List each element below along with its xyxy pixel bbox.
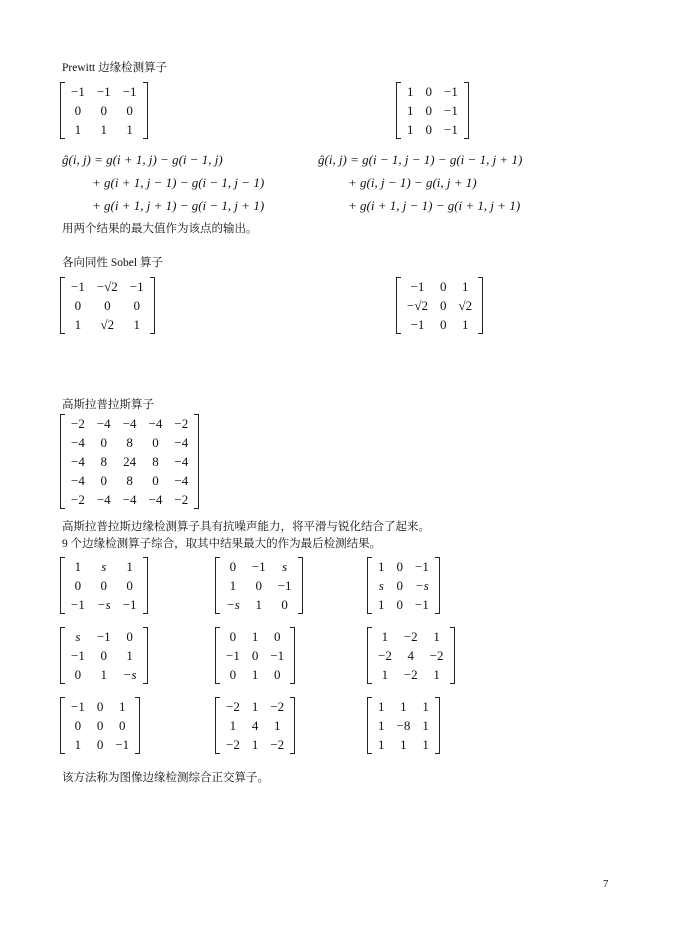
conclusion: 该方法称为图像边缘检测综合正交算子。 [62,772,269,784]
matrix-cell: −1 [71,84,85,99]
matrix-cell: −2 [403,629,418,644]
matrix-cell: 0 [119,718,126,733]
matrix-row [401,120,464,139]
matrix-grid [372,697,435,754]
matrix-cell: −8 [396,718,411,733]
log-note-2: 9 个边缘检测算子综合，取其中结果最大的作为最后检测结果。 [62,538,382,550]
equation-line: + g(i, j − 1) − g(i, j + 1) [348,175,477,190]
matrix-cell: 1 [407,84,414,99]
matrix-grid [65,697,135,754]
matrix-cell: −4 [148,416,163,431]
matrix-cell: −s [96,597,111,612]
equation-line: + g(i + 1, j − 1) − g(i − 1, j − 1) [92,175,265,190]
equation-line: ĝ(i, j) = g(i − 1, j − 1) − g(i − 1, j + 1) [318,152,523,167]
log-title: 高斯拉普拉斯算子 [62,399,154,411]
matrix-cell: 0 [100,648,108,663]
matrix-cell: −1 [277,578,292,593]
matrix-cell: 0 [74,718,82,733]
matrix-row [401,296,478,315]
matrix-cell: −2 [174,416,189,431]
matrix-grid [65,82,143,139]
matrix-row [220,716,290,735]
matrix-cell: 1 [400,737,407,752]
matrix-row [65,627,143,646]
operator-matrix-7 [60,697,140,754]
operator-matrix-4 [60,627,148,684]
matrix-cell: −1 [71,279,85,294]
matrix-cell: 0 [74,103,82,118]
matrix-cell: 0 [396,597,403,612]
matrix-cell: 1 [133,317,140,332]
matrix-cell: 1 [251,667,259,682]
matrix-cell: 1 [126,559,133,574]
matrix-grid [65,627,143,684]
matrix-row [372,665,450,684]
matrix-cell: 0 [274,629,281,644]
matrix-cell: 1 [74,559,82,574]
matrix-row [65,490,194,509]
matrix-cell: −2 [378,648,392,663]
matrix-cell: 1 [462,317,469,332]
sobel-matrix-1 [60,277,155,334]
matrix-cell: −1 [226,648,240,663]
page-number: 7 [603,878,609,890]
matrix-cell: 0 [96,718,104,733]
matrix-cell: 8 [126,473,133,488]
matrix-cell: 1 [74,317,82,332]
matrix-cell: −2 [71,492,85,507]
matrix-cell: 0 [100,473,108,488]
matrix-cell: −4 [122,416,137,431]
right-bracket [435,697,440,754]
matrix-row [401,101,464,120]
matrix-row [372,595,435,614]
matrix-cell: s [101,559,107,574]
matrix-cell: −1 [415,597,429,612]
matrix-cell: −2 [226,737,240,752]
matrix-grid [220,627,290,684]
matrix-row [65,82,143,101]
matrix-cell: −4 [71,435,85,450]
matrix-cell: −4 [96,416,111,431]
matrix-cell: 1 [255,597,263,612]
equation-line: + g(i + 1, j − 1) − g(i + 1, j + 1) [348,198,521,213]
matrix-cell: −4 [96,492,111,507]
matrix-row [65,414,194,433]
matrix-cell: 1 [251,629,259,644]
matrix-cell: 0 [439,317,447,332]
matrix-row [372,627,450,646]
matrix-row [372,557,435,576]
matrix-cell: −4 [122,492,137,507]
matrix-row [65,716,135,735]
matrix-cell: 0 [126,629,133,644]
matrix-cell: 1 [422,718,429,733]
operator-matrix-9 [367,697,440,754]
matrix-row [372,576,435,595]
matrix-cell: −1 [71,699,85,714]
matrix-cell: s [75,629,81,644]
right-bracket [135,697,140,754]
matrix-grid [65,557,143,614]
right-bracket [450,627,455,684]
matrix-cell: 0 [425,103,432,118]
matrix-cell: −s [415,578,429,593]
matrix-row [401,277,478,296]
equation-line: ĝ(i, j) = g(i + 1, j) − g(i − 1, j) [62,152,223,167]
matrix-cell: −1 [96,629,111,644]
operator-matrix-6 [367,627,455,684]
matrix-cell: −2 [71,416,85,431]
matrix-cell: 1 [381,629,389,644]
right-bracket [150,277,155,334]
right-bracket [298,557,303,614]
matrix-row [65,296,150,315]
matrix-cell: √2 [458,298,473,313]
log-note-1: 高斯拉普拉斯边缘检测算子具有抗噪声能力，将平滑与锐化结合了起来。 [62,521,430,533]
matrix-cell: −√2 [407,298,428,313]
matrix-cell: 0 [96,737,104,752]
matrix-cell: 8 [126,435,133,450]
matrix-cell: −1 [71,648,85,663]
matrix-cell: 1 [229,718,237,733]
matrix-cell: 1 [400,699,407,714]
matrix-cell: 1 [378,597,385,612]
matrix-cell: 0 [126,103,133,118]
matrix-row [65,452,194,471]
matrix-grid [220,697,290,754]
matrix-grid [401,82,464,139]
matrix-row [372,735,435,754]
matrix-cell: 1 [126,122,133,137]
matrix-cell: −2 [226,699,240,714]
matrix-cell: −4 [71,454,85,469]
matrix-cell: −s [226,597,240,612]
matrix-cell: 0 [281,597,288,612]
matrix-row [372,716,435,735]
right-bracket [290,697,295,754]
matrix-cell: −1 [444,84,458,99]
matrix-row [65,433,194,452]
matrix-row [220,646,290,665]
matrix-grid [65,277,150,334]
matrix-cell: 4 [251,718,259,733]
matrix-cell: 0 [100,578,108,593]
matrix-cell: 8 [152,454,159,469]
matrix-cell: −4 [71,473,85,488]
matrix-cell: −2 [174,492,189,507]
matrix-row [220,735,290,754]
matrix-cell: 1 [433,667,440,682]
matrix-cell: 0 [396,578,403,593]
matrix-cell: −4 [174,435,189,450]
matrix-cell: 1 [229,578,237,593]
right-bracket [194,414,199,509]
matrix-cell: 1 [100,667,108,682]
matrix-cell: 1 [378,737,385,752]
matrix-cell: −1 [115,737,130,752]
matrix-cell: −1 [129,279,144,294]
matrix-row [65,595,143,614]
matrix-cell: −1 [415,559,429,574]
operator-matrix-8 [215,697,295,754]
matrix-row [65,101,143,120]
matrix-cell: −4 [174,473,189,488]
matrix-cell: 0 [74,578,82,593]
matrix-cell: −2 [270,737,285,752]
matrix-row [65,735,135,754]
matrix-row [220,557,298,576]
matrix-cell: −1 [410,317,425,332]
sobel-title: 各向同性 Sobel 算子 [62,257,163,269]
matrix-cell: 1 [462,279,469,294]
prewitt-matrix-vertical [396,82,469,139]
matrix-cell: √2 [100,317,115,332]
matrix-cell: 1 [274,718,281,733]
matrix-cell: 24 [123,454,137,469]
matrix-row [65,471,194,490]
matrix-cell: −1 [410,279,425,294]
matrix-cell: 1 [381,667,389,682]
prewitt-note: 用两个结果的最大值作为该点的输出。 [62,223,258,235]
matrix-row [220,665,290,684]
matrix-row [372,697,435,716]
matrix-cell: 1 [407,103,414,118]
matrix-row [372,646,450,665]
matrix-cell: 1 [100,122,108,137]
log-matrix [60,414,199,509]
matrix-cell: 0 [74,298,82,313]
matrix-cell: 1 [74,737,82,752]
operator-matrix-3 [367,557,440,614]
matrix-cell: −1 [122,597,137,612]
matrix-row [65,665,143,684]
matrix-row [401,315,478,334]
matrix-cell: −4 [148,492,163,507]
matrix-cell: 4 [407,648,415,663]
matrix-cell: 1 [422,737,429,752]
matrix-row [65,697,135,716]
prewitt-equation-1 [62,148,264,217]
matrix-cell: 0 [96,699,104,714]
matrix-cell: 8 [100,454,108,469]
matrix-cell: 0 [274,667,281,682]
matrix-cell: −s [122,667,137,682]
matrix-cell: 0 [251,648,259,663]
matrix-row [220,576,298,595]
matrix-cell: 0 [152,435,159,450]
matrix-cell: 0 [152,473,159,488]
right-bracket [478,277,483,334]
matrix-cell: −1 [251,559,266,574]
matrix-cell: s [378,578,384,593]
matrix-cell: 1 [251,699,259,714]
matrix-cell: 1 [74,122,82,137]
matrix-cell: −1 [71,597,85,612]
matrix-cell: 0 [229,559,237,574]
matrix-cell: −1 [270,648,285,663]
prewitt-title: Prewitt 边缘检测算子 [62,62,168,74]
operator-matrix-1 [60,557,148,614]
right-bracket [143,557,148,614]
right-bracket [435,557,440,614]
matrix-cell: 1 [422,699,429,714]
matrix-cell: 1 [378,559,385,574]
matrix-row [401,82,464,101]
matrix-cell: 1 [378,699,385,714]
operator-matrix-2 [215,557,303,614]
right-bracket [143,627,148,684]
matrix-cell: 0 [126,578,133,593]
matrix-cell: 1 [433,629,440,644]
matrix-row [220,595,298,614]
operator-matrix-5 [215,627,295,684]
prewitt-matrix-horizontal [60,82,148,139]
matrix-row [65,557,143,576]
matrix-cell: 0 [100,435,108,450]
matrix-row [65,646,143,665]
matrix-cell: 0 [74,667,82,682]
matrix-cell: −2 [270,699,285,714]
matrix-cell: 0 [425,84,432,99]
matrix-cell: 0 [439,298,447,313]
matrix-cell: 1 [119,699,126,714]
matrix-cell: −1 [444,122,458,137]
matrix-grid [372,557,435,614]
matrix-grid [372,627,450,684]
matrix-cell: 1 [126,648,133,663]
matrix-row [65,315,150,334]
matrix-cell: 0 [255,578,263,593]
matrix-grid [65,414,194,509]
matrix-cell: −1 [96,84,111,99]
right-bracket [290,627,295,684]
matrix-row [65,120,143,139]
matrix-cell: 0 [425,122,432,137]
matrix-cell: 0 [100,103,108,118]
matrix-cell: −√2 [96,279,118,294]
prewitt-equation-2 [318,148,522,217]
matrix-cell: 0 [229,667,237,682]
equation-line: + g(i + 1, j + 1) − g(i − 1, j + 1) [92,198,265,213]
matrix-cell: 1 [407,122,414,137]
matrix-cell: 0 [133,298,140,313]
matrix-cell: −2 [403,667,418,682]
matrix-cell: 1 [251,737,259,752]
right-bracket [464,82,469,139]
matrix-cell: −2 [429,648,444,663]
matrix-grid [401,277,478,334]
matrix-row [65,576,143,595]
matrix-grid [220,557,298,614]
right-bracket [143,82,148,139]
matrix-cell: s [282,559,288,574]
matrix-cell: 0 [396,559,403,574]
matrix-cell: 0 [229,629,237,644]
matrix-cell: 0 [439,279,447,294]
matrix-cell: 0 [104,298,111,313]
matrix-row [220,627,290,646]
matrix-cell: −4 [174,454,189,469]
sobel-matrix-2 [396,277,483,334]
matrix-row [220,697,290,716]
matrix-cell: −1 [444,103,458,118]
matrix-cell: 1 [378,718,385,733]
matrix-cell: −1 [122,84,137,99]
matrix-row [65,277,150,296]
